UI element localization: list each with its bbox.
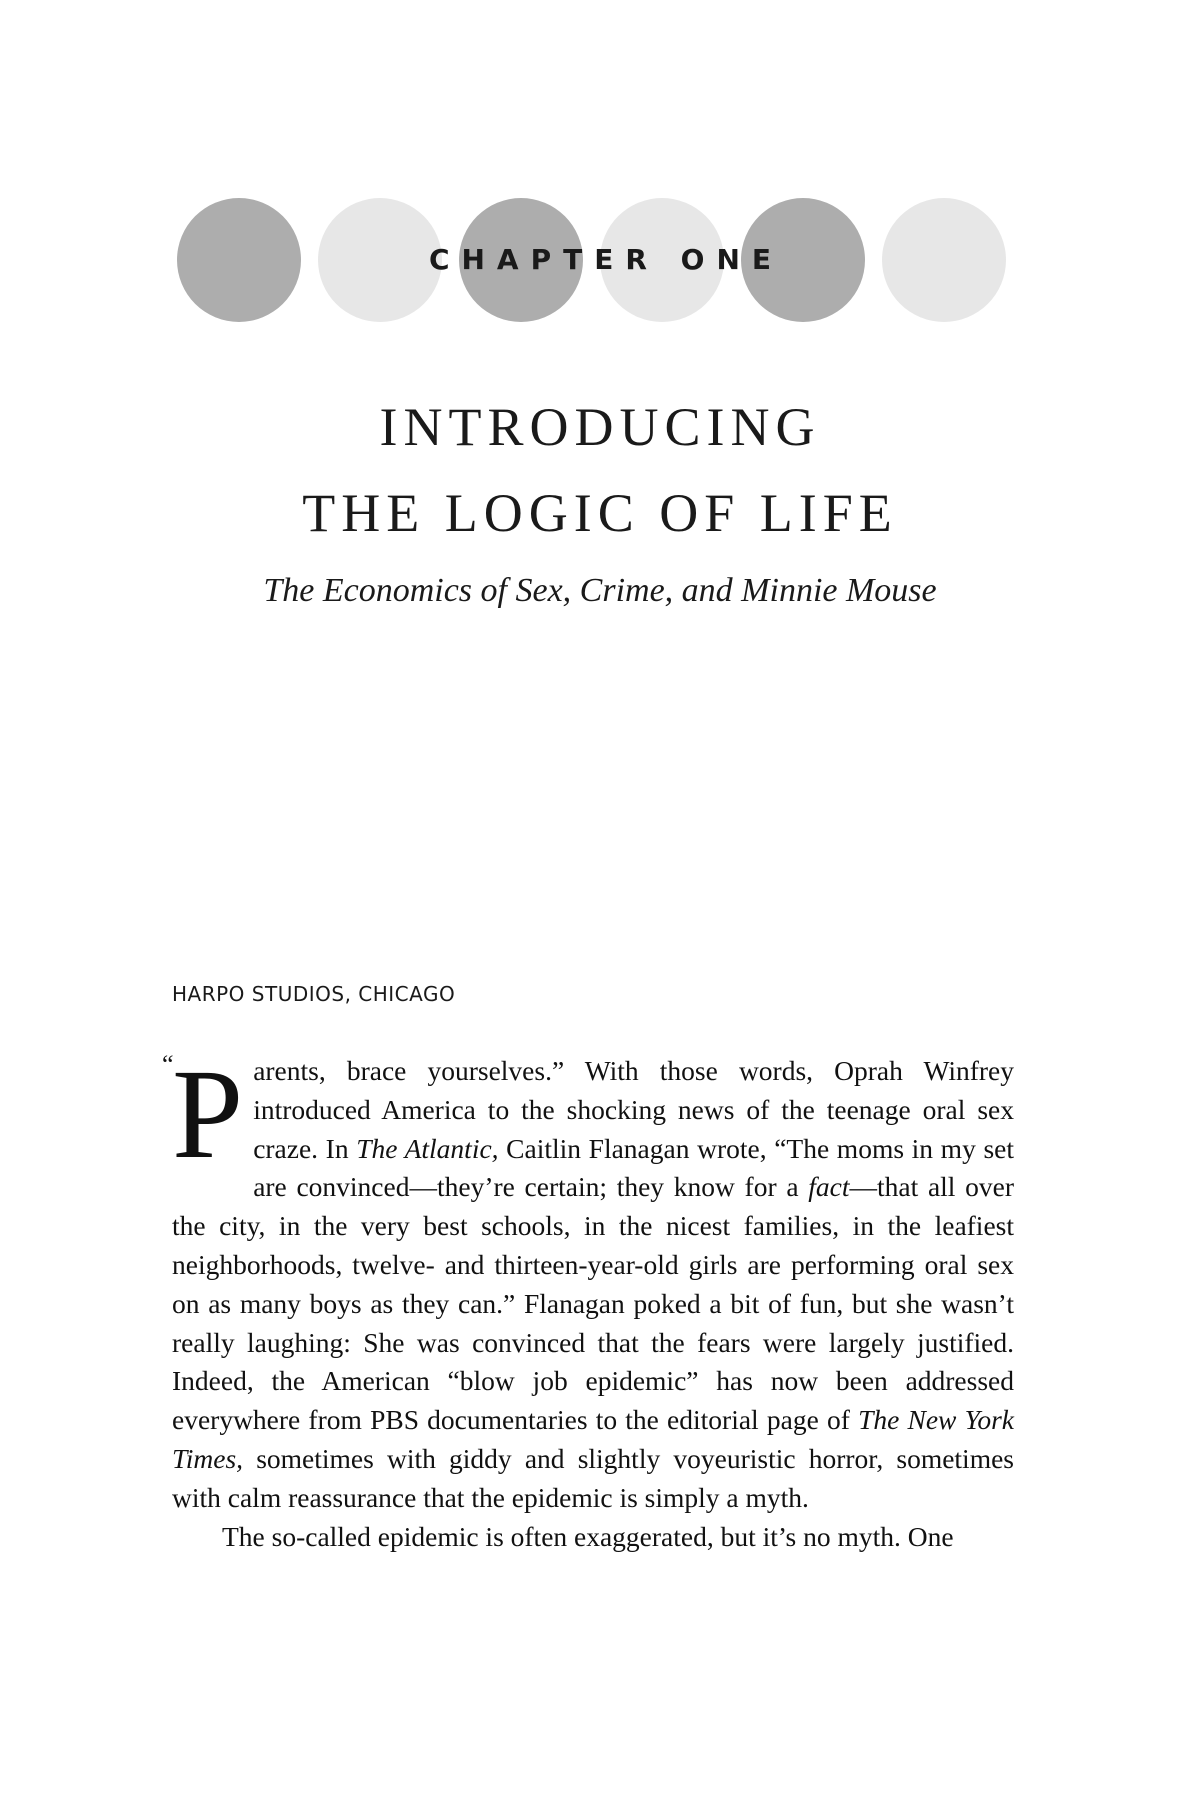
paragraph-1-text: Caitlin Flanagan wrote, “The moms in my set are convinced—they’re certain; they know for a — [253, 1132, 1015, 1203]
body-text — [162, 1043, 1015, 1556]
drop-cap: P — [172, 1043, 244, 1185]
chapter-title-line-2: THE LOGIC OF LIFE — [302, 483, 898, 543]
publication-title: The Atlantic, — [356, 1132, 499, 1164]
emphasized-word: fact — [808, 1171, 850, 1203]
publication-title: The New York Times, — [172, 1404, 1014, 1474]
paragraph-1-text: sometimes with giddy and slightly voyeuristic horror, sometimes with calm reassurance that the epidemic is simply a myth. — [172, 1442, 1014, 1513]
paragraph-1-text: arents, brace yourselves.” With those words, Oprah Winfrey introduced America to the shocking news of the teenage oral sex craze. In — [253, 1055, 1014, 1164]
paragraph-1-text: —that all over the city, in the very best schools, in the nicest families, in the leafiest neighborhoods, twelve- and thirteen-year-old girls are performing oral sex on as many boys as they can.” Flanagan poked a bit of fun, but she wasn’t really laughing: She was convinced that the fears were largely justified. Indeed, the American “blow job epidemic” has now been addressed everywhere from PBS documentaries to the editorial page of — [172, 1171, 1014, 1436]
chapter-label: CHAPTER ONE — [428, 243, 784, 276]
chapter-header-band — [0, 0, 1200, 340]
chapter-subtitle: The Economics of Sex, Crime, and Minnie Mouse — [263, 572, 937, 609]
paragraph-2: The so-called epidemic is often exaggerated, but it’s no myth. One — [222, 1520, 954, 1552]
opening-quote-mark: “ — [162, 1050, 174, 1079]
dateline: HARPO STUDIOS, CHICAGO — [172, 982, 456, 1006]
paragraph-1 — [172, 1043, 1015, 1518]
chapter-title-line-1: INTRODUCING — [379, 397, 821, 457]
